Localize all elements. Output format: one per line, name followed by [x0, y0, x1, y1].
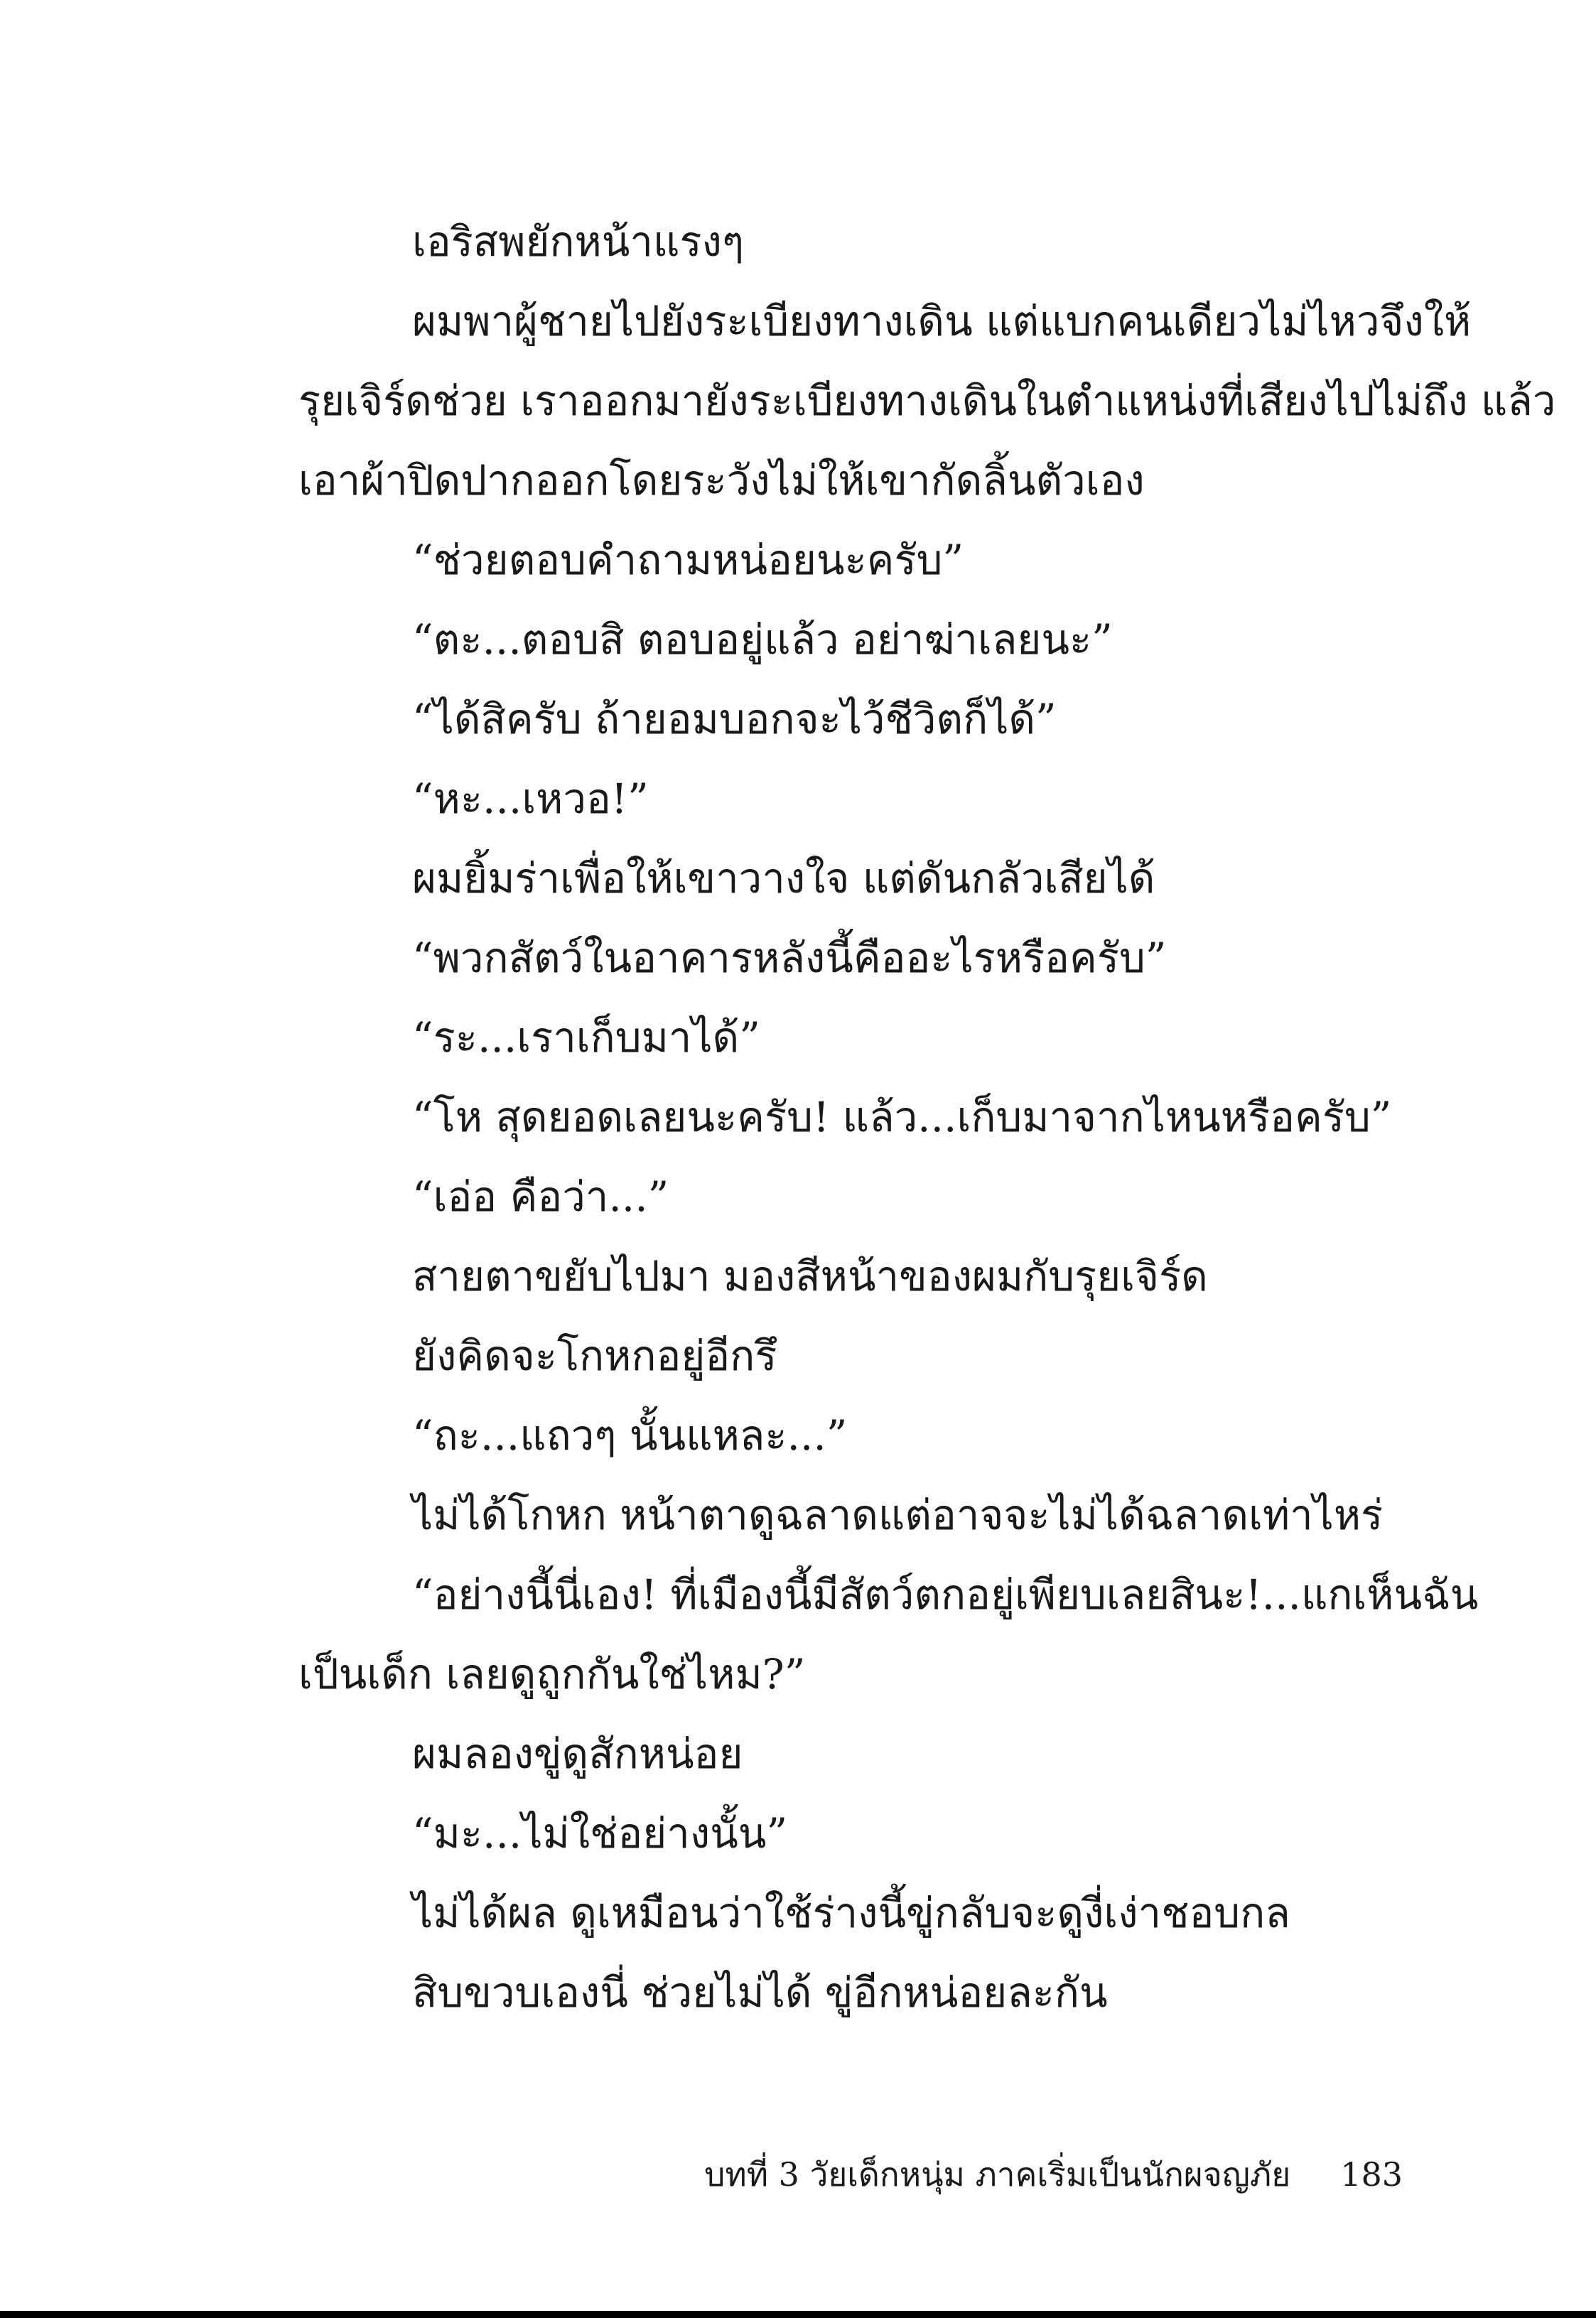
- paragraph-line: เอาผ้าปิดปากออกโดยระวังไม่ให้เขากัดลิ้นตัวเอง: [298, 456, 1145, 505]
- paragraph-line: สายตาขยับไปมา มองสีหน้าของผมกับรุยเจิร์ด: [412, 1252, 1208, 1300]
- paragraph-line: “มะ...ไม่ใช่อย่างนั้น”: [412, 1809, 788, 1858]
- paragraph-line: “ช่วยตอบคำถามหน่อยนะครับ”: [412, 536, 964, 584]
- paragraph-line: ผมลองขู่ดูสักหน่อย: [412, 1730, 743, 1778]
- paragraph-line: “ตะ...ตอบสิ ตอบอยู่แล้ว อย่าฆ่าเลยนะ”: [412, 615, 1113, 664]
- paragraph-line: “เอ่อ คือว่า...”: [412, 1173, 669, 1221]
- paragraph-line: เอริสพยักหน้าแรงๆ: [412, 217, 745, 266]
- paragraph-line: ไม่ได้โกหก หน้าตาดูฉลาดแต่อาจจะไม่ได้ฉลาดเท่าไหร่: [412, 1491, 1384, 1539]
- paragraph-line: “โห สุดยอดเลยนะครับ! แล้ว...เก็บมาจากไหนหรือครับ”: [412, 1093, 1392, 1141]
- paragraph-line: ผมพาผู้ชายไปยังระเบียงทางเดิน แต่แบกคนเดียวไม่ไหวจึงให้: [412, 297, 1472, 345]
- paragraph-line: ยังคิดจะโกหกอยู่อีกรึ: [412, 1332, 777, 1380]
- paragraph-line: เป็นเด็ก เลยดูถูกกันใช่ไหม?”: [298, 1650, 806, 1698]
- paragraph-line: “อย่างนี้นี่เอง! ที่เมืองนี้มีสัตว์ตกอยู่เพียบเลยสินะ!...แกเห็นฉัน: [412, 1570, 1479, 1619]
- paragraph-line: “ถะ...แถวๆ นั้นแหละ...”: [412, 1411, 848, 1460]
- paragraph-line: สิบขวบเองนี่ ช่วยไม่ได้ ขู่อีกหน่อยละกัน: [412, 1968, 1108, 2017]
- paragraph-line: ผมยิ้มร่าเพื่อให้เขาวางใจ แต่ดันกลัวเสียได้: [412, 854, 1155, 902]
- paragraph-line: รุยเจิร์ดช่วย เราออกมายังระเบียงทางเดินในตำแหน่งที่เสียงไปไม่ถึง แล้ว: [298, 377, 1556, 425]
- paragraph-line: “หะ...เหวอ!”: [412, 775, 649, 823]
- paragraph-line: “ระ...เราเก็บมาได้”: [412, 1013, 760, 1062]
- paragraph-line: “ได้สิครับ ถ้ายอมบอกจะไว้ชีวิตก็ได้”: [412, 695, 1057, 743]
- chapter-title: บทที่ 3 วัยเด็กหนุ่ม ภาคเริ่มเป็นนักผจญภัย: [704, 2155, 1291, 2194]
- paragraph-line: “พวกสัตว์ในอาคารหลังนี้คืออะไรหรือครับ”: [412, 934, 1167, 982]
- paragraph-line: ไม่ได้ผล ดูเหมือนว่าใช้ร่างนี้ขู่กลับจะดูงี่เง่าชอบกล: [412, 1889, 1290, 1937]
- page-footer: [704, 2153, 1403, 2196]
- bottom-edge-rule: [0, 2311, 1596, 2318]
- page-number: 183: [1340, 2155, 1403, 2194]
